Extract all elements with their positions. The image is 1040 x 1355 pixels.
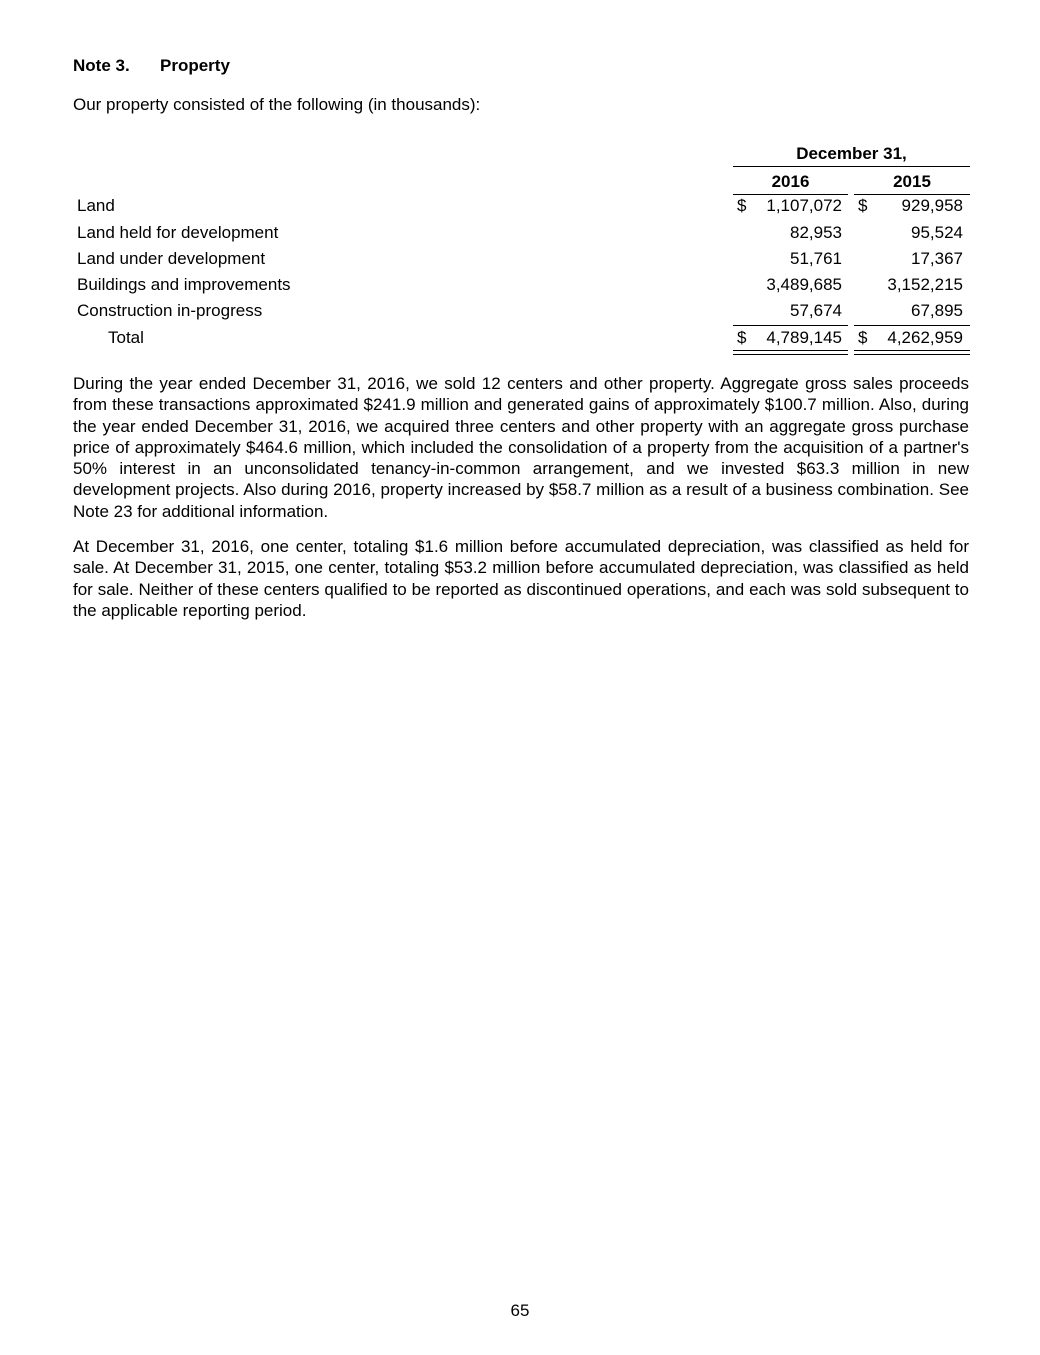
currency-symbol: $ [858,328,868,347]
row-label: Land [77,196,115,215]
table-row [0,223,1040,249]
table-row [0,275,1040,301]
paragraph-held-for-sale: At December 31, 2016, one center, totaling $1.6 million before accumulated depreciation, was classified as held for sale. At December 31, 2015, one center, totaling $53.2 million before accumulated depreciation, was classified as held for sale. Neither of these centers qualified to be reported as discontinued operations, and each was sold subsequent to the applicable reporting period. [73,537,969,620]
currency-symbol: $ [737,196,747,215]
table-row [0,301,1040,327]
total-double-rule [733,350,848,355]
value-2016: 51,761 [790,249,842,268]
table-row [0,249,1040,275]
paragraph-sales-acquisitions: During the year ended December 31, 2016, we sold 12 centers and other property. Aggregate gross sales proceeds from these transactions approximated $241.9 million and generated gains of approximately $100.7 million. Also, during the year ended December 31, 2016, we acquired three centers and other property with an aggregate gross purchase price of approximately $464.6 million, which included the consolidation of a property from the acquisition of a partner's 50% interest in an unconsolidated tenancy-in-common arrangement, and we invested $63.3 million in new development projects. Also during 2016, property increased by $58.7 million as a result of a business combination. See Note 23 for additional information. [73,374,969,521]
currency-symbol: $ [858,196,868,215]
total-double-rule [854,350,970,355]
row-label: Land held for development [77,223,279,242]
note-number: Note 3. [73,56,130,75]
value-2016: 57,674 [790,301,842,320]
property-table [0,0,1040,370]
page-number: 65 [510,1301,530,1320]
value-2016: 3,489,685 [766,275,842,294]
value-2016: 4,789,145 [766,328,842,347]
subtotal-rule [733,325,848,326]
value-2016: 82,953 [790,223,842,242]
subtotal-rule [854,325,970,326]
row-label: Buildings and improvements [77,275,291,294]
row-label: Land under development [77,249,266,268]
value-2015: 929,958 [901,196,963,215]
currency-symbol: $ [737,328,747,347]
value-2015: 95,524 [911,223,963,242]
value-2015: 17,367 [911,249,963,268]
value-2015: 67,895 [911,301,963,320]
row-label: Construction in-progress [77,301,263,320]
intro-text: Our property consisted of the following (in thousands): [73,95,481,114]
table-group-header: December 31, [733,144,970,167]
table-row [0,196,1040,222]
value-2015: 4,262,959 [887,328,963,347]
column-header-2016: 2016 [733,172,848,195]
value-2016: 1,107,072 [766,196,842,215]
row-label: Total [108,328,144,347]
value-2015: 3,152,215 [887,275,963,294]
column-header-2015: 2015 [854,172,970,195]
note-title: Property [160,56,230,75]
